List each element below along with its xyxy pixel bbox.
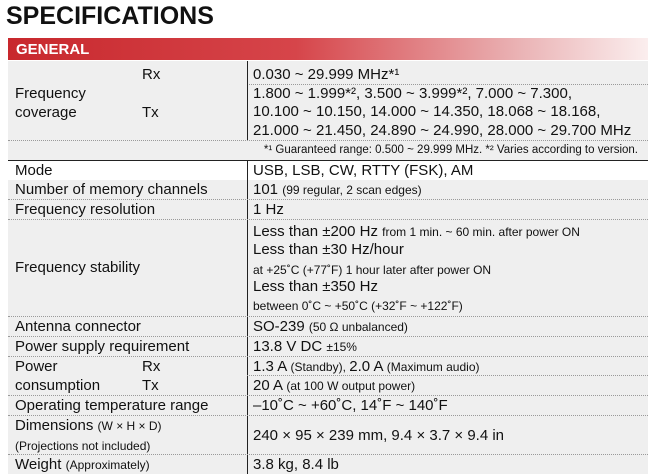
- consumption-rx-value: 1.3 A (Standby), 2.0 A (Maximum audio): [253, 358, 480, 375]
- resolution-label: Frequency resolution: [15, 201, 156, 218]
- column-divider: [247, 317, 248, 336]
- weight-value: 3.8 kg, 8.4 lb: [253, 456, 339, 473]
- page-title: SPECIFICATIONS: [6, 2, 214, 30]
- power-supply-value: 13.8 V DC ±15%: [253, 338, 357, 355]
- dimensions-label-note: (Projections not included): [15, 439, 151, 453]
- consumption-tx-label: Tx: [142, 377, 159, 394]
- consumption-rx-label: Rx: [142, 358, 161, 375]
- mode-value: USB, LSB, CW, RTTY (FSK), AM: [253, 162, 474, 179]
- note-divider: [8, 140, 648, 141]
- mode-label: Mode: [15, 162, 53, 179]
- spec-table: [8, 61, 648, 474]
- mode-row: [8, 160, 648, 181]
- temperature-row: [8, 396, 648, 416]
- column-divider: [247, 180, 248, 199]
- stability-line3: at +25˚C (+77˚F) 1 hour later after power ON: [253, 263, 492, 277]
- rx-tx-divider: [247, 375, 648, 376]
- consumption-label-line1: Power: [15, 358, 58, 375]
- temperature-value: –10˚C ~ +60˚C, 14˚F ~ 140˚F: [253, 397, 448, 414]
- stability-line2: Less than ±30 Hz/hour: [253, 241, 404, 258]
- frequency-footnote: *¹ Guaranteed range: 0.500 ~ 29.999 MHz. *² Varies according to version.: [263, 144, 638, 156]
- resolution-value: 1 Hz: [253, 201, 284, 218]
- temperature-label: Operating temperature range: [15, 397, 209, 414]
- frequency-coverage-row: [8, 61, 648, 160]
- stability-line1: Less than ±200 Hz from 1 min. ~ 60 min. after power ON: [253, 223, 580, 240]
- power-consumption-row: [8, 357, 648, 396]
- weight-label: Weight (Approximately): [15, 456, 150, 473]
- consumption-label-line2: consumption: [15, 377, 101, 394]
- frequency-tx-line3: 21.000 ~ 21.450, 24.890 ~ 24.990, 28.000 ~ 29.700 MHz: [253, 122, 632, 139]
- dimensions-value: 240 × 95 × 239 mm, 9.4 × 3.7 × 9.4 in: [253, 427, 505, 444]
- column-divider: [247, 416, 248, 454]
- dimensions-label: Dimensions (W × H × D): [15, 417, 162, 434]
- memory-value: 101 (99 regular, 2 scan edges): [253, 181, 422, 198]
- memory-label: Number of memory channels: [15, 181, 208, 198]
- dimensions-row: [8, 416, 648, 455]
- antenna-row: [8, 317, 648, 337]
- column-divider: [247, 396, 248, 415]
- memory-row: [8, 180, 648, 200]
- power-supply-label: Power supply requirement: [15, 338, 190, 355]
- column-divider: [247, 61, 248, 140]
- frequency-label-line1: Frequency: [15, 85, 86, 102]
- power-supply-row: [8, 337, 648, 357]
- column-divider: [247, 357, 248, 395]
- stability-label: Frequency stability: [15, 259, 141, 276]
- consumption-tx-value: 20 A (at 100 W output power): [253, 377, 416, 394]
- weight-row: [8, 455, 648, 474]
- column-divider: [247, 220, 248, 316]
- resolution-row: [8, 200, 648, 220]
- column-divider: [247, 161, 248, 180]
- frequency-label-line2: coverage: [15, 104, 77, 121]
- stability-line4: Less than ±350 Hz: [253, 278, 378, 295]
- stability-row: [8, 220, 648, 317]
- column-divider: [247, 455, 248, 474]
- column-divider: [247, 200, 248, 219]
- antenna-label: Antenna connector: [15, 318, 141, 335]
- section-header-bar: [8, 38, 648, 60]
- frequency-rx-value: 0.030 ~ 29.999 MHz*¹: [253, 66, 400, 83]
- section-title: GENERAL: [16, 41, 90, 58]
- frequency-rx-label: Rx: [142, 66, 161, 83]
- frequency-tx-line2: 10.100 ~ 10.150, 14.000 ~ 14.350, 18.068 ~ 18.168,: [253, 103, 601, 120]
- stability-line5: between 0˚C ~ +50˚C (+32˚F ~ +122˚F): [253, 299, 463, 313]
- frequency-tx-label: Tx: [142, 104, 159, 121]
- antenna-value: SO-239 (50 Ω unbalanced): [253, 318, 408, 335]
- frequency-tx-line1: 1.800 ~ 1.999*², 3.500 ~ 3.999*², 7.000 ~ 7.300,: [253, 85, 573, 102]
- column-divider: [247, 337, 248, 356]
